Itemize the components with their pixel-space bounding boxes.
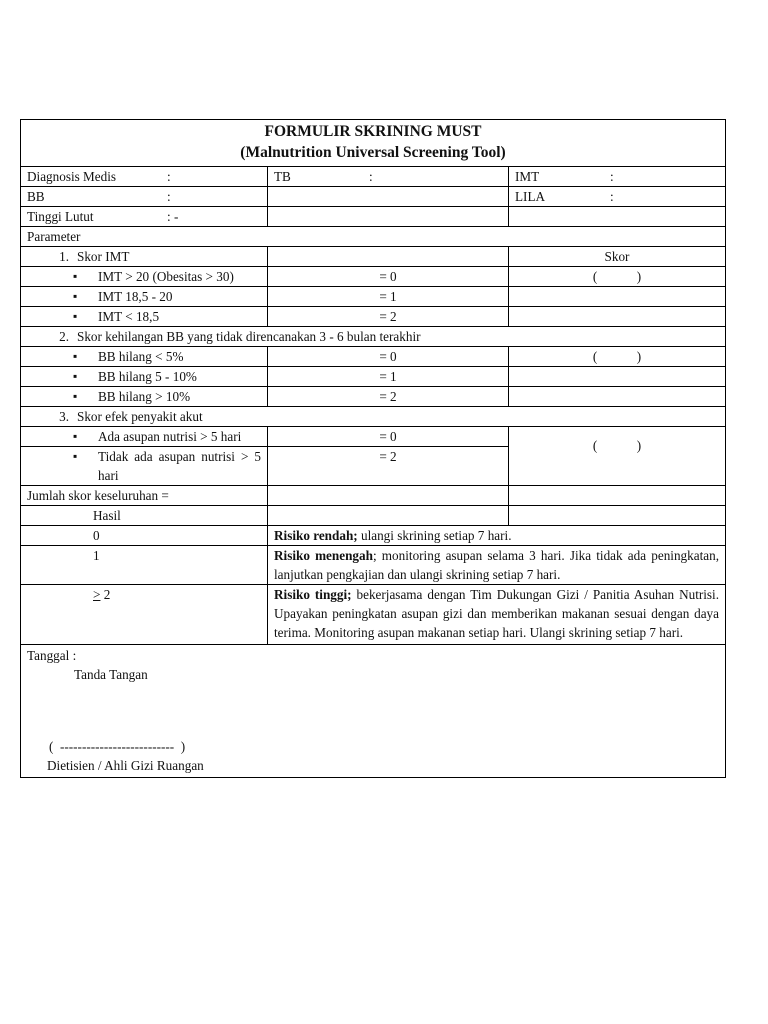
bb-option-label: ▪ BB hilang < 5% — [21, 347, 268, 367]
result-value: 0 — [21, 526, 268, 546]
score-option-row — [21, 387, 726, 407]
signature-line: ( -------------------------- ) — [49, 739, 186, 754]
imt-label: IMT — [515, 169, 540, 184]
imt-option-score: = 2 — [268, 307, 509, 327]
result-row-low — [21, 526, 726, 546]
empty-cell — [509, 207, 726, 227]
imt-skor-box[interactable]: ( ) — [509, 267, 726, 287]
imt-option-label: ▪ IMT > 20 (Obesitas > 30) — [21, 267, 268, 287]
result-row-high — [21, 585, 726, 645]
bb-empty-cell — [268, 187, 509, 207]
signature-cell[interactable] — [21, 645, 726, 778]
signature-space — [27, 684, 719, 737]
score-option-row — [21, 267, 726, 287]
tinggi-lutut-cell[interactable] — [21, 207, 268, 227]
section-1-title: Skor IMT — [77, 249, 130, 264]
diagnosis-cell[interactable] — [21, 167, 268, 187]
score-option-row — [21, 427, 726, 447]
result-description — [268, 585, 726, 645]
tb-colon: : — [369, 169, 373, 184]
result-description — [268, 526, 726, 546]
section-1-header — [21, 247, 726, 267]
empty-cell[interactable] — [268, 486, 509, 506]
hasil-row — [21, 506, 726, 526]
risk-text-high: bekerjasama dengan Tim Dukungan Gizi / Panitia Asuhan Nutrisi. Upayakan peningkatan asupan gizi dan memberikan makanan sesuai dengan daya terima. Monitoring asupan makanan setiap hari. Ulangi skrining setiap 7 hari. — [274, 587, 720, 640]
acute-option-score: = 0 — [268, 427, 509, 447]
empty-cell — [509, 486, 726, 506]
score-option-row — [21, 307, 726, 327]
signature-row — [21, 645, 726, 778]
section-3-title: Skor efek penyakit akut — [77, 409, 203, 424]
result-row-medium — [21, 546, 726, 585]
risk-text-medium: ; monitoring asupan selama 3 hari. Jika tidak ada peningkatan, lanjutkan pengkajian dan ulangi skrining setiap 7 hari. — [274, 548, 720, 582]
bb-cell[interactable] — [21, 187, 268, 207]
empty-cell — [509, 387, 726, 407]
score-option-row — [21, 287, 726, 307]
acute-skor-box[interactable] — [509, 427, 726, 486]
bb-option-label: ▪ BB hilang > 10% — [21, 387, 268, 407]
header-row-bb — [21, 187, 726, 207]
skor-header: Skor — [509, 247, 726, 267]
acute-option-label: ▪ Tidak ada asupan nutrisi > 5 hari — [21, 447, 268, 486]
acute-option-label: ▪ Ada asupan nutrisi > 5 hari — [21, 427, 268, 447]
imt-option-score: = 0 — [268, 267, 509, 287]
gte-symbol: > — [93, 587, 101, 602]
section-2-title-cell — [21, 327, 726, 347]
title-row — [21, 120, 726, 167]
imt-option-label: ▪ IMT < 18,5 — [21, 307, 268, 327]
diagnosis-colon: : — [167, 169, 171, 184]
bb-skor-box[interactable]: ( ) — [509, 347, 726, 367]
must-form — [20, 119, 725, 778]
lila-colon: : — [610, 189, 614, 204]
form-title: FORMULIR SKRINING MUST — [264, 123, 482, 140]
hasil-label: Hasil — [21, 506, 268, 526]
header-row-tinggi-lutut — [21, 207, 726, 227]
empty-cell — [268, 247, 509, 267]
empty-cell — [509, 307, 726, 327]
signature-role: Dietisien / Ahli Gizi Ruangan — [47, 758, 204, 773]
section-3-title-cell — [21, 407, 726, 427]
diagnosis-label: Diagnosis Medis — [27, 169, 117, 184]
acute-skor-box-text: ( ) — [592, 438, 642, 453]
form-title-cell — [21, 120, 726, 167]
risk-text-low: ulangi skrining setiap 7 hari. — [357, 528, 512, 543]
imt-cell[interactable] — [509, 167, 726, 187]
total-row — [21, 486, 726, 506]
empty-cell — [509, 287, 726, 307]
parameter-row — [21, 227, 726, 247]
result-value — [21, 585, 268, 645]
bb-label: BB — [27, 189, 45, 204]
tanda-tangan-label: Tanda Tangan — [74, 667, 148, 682]
lila-cell[interactable] — [509, 187, 726, 207]
lila-label: LILA — [515, 189, 546, 204]
parameter-label: Parameter — [21, 227, 726, 247]
tinggi-lutut-label: Tinggi Lutut — [27, 209, 94, 224]
form-subtitle: (Malnutrition Universal Screening Tool) — [240, 144, 506, 161]
score-option-row — [21, 367, 726, 387]
bb-option-score: = 2 — [268, 387, 509, 407]
bb-option-label: ▪ BB hilang 5 - 10% — [21, 367, 268, 387]
tb-label: TB — [274, 169, 291, 184]
result-value: 1 — [21, 546, 268, 585]
section-2-number: 2. — [59, 329, 69, 344]
imt-option-label: ▪ IMT 18,5 - 20 — [21, 287, 268, 307]
tb-cell[interactable] — [268, 167, 509, 187]
must-form-table — [20, 119, 726, 778]
risk-label-high: Risiko tinggi; — [274, 587, 352, 602]
empty-cell — [509, 367, 726, 387]
section-3-header — [21, 407, 726, 427]
section-1-title-cell — [21, 247, 268, 267]
bb-option-score: = 1 — [268, 367, 509, 387]
score-option-row — [21, 347, 726, 367]
result-description — [268, 546, 726, 585]
section-3-number: 3. — [59, 409, 69, 424]
empty-cell — [268, 207, 509, 227]
total-label: Jumlah skor keseluruhan = — [21, 486, 268, 506]
empty-cell — [509, 506, 726, 526]
bb-option-score: = 0 — [268, 347, 509, 367]
section-1-number: 1. — [59, 249, 69, 264]
header-row-diagnosis — [21, 167, 726, 187]
risk-label-low: Risiko rendah; — [274, 528, 358, 543]
empty-cell — [268, 506, 509, 526]
section-2-title: Skor kehilangan BB yang tidak direncanakan 3 - 6 bulan terakhir — [77, 329, 421, 344]
risk-label-medium: Risiko menengah — [274, 548, 373, 563]
imt-colon: : — [610, 169, 614, 184]
tanggal-label: Tanggal : — [27, 648, 77, 663]
section-2-header — [21, 327, 726, 347]
acute-option-score: = 2 — [268, 447, 509, 486]
tinggi-lutut-value: : - — [167, 209, 179, 224]
imt-option-score: = 1 — [268, 287, 509, 307]
result-value-number: 2 — [100, 587, 111, 602]
bb-colon: : — [167, 189, 171, 204]
